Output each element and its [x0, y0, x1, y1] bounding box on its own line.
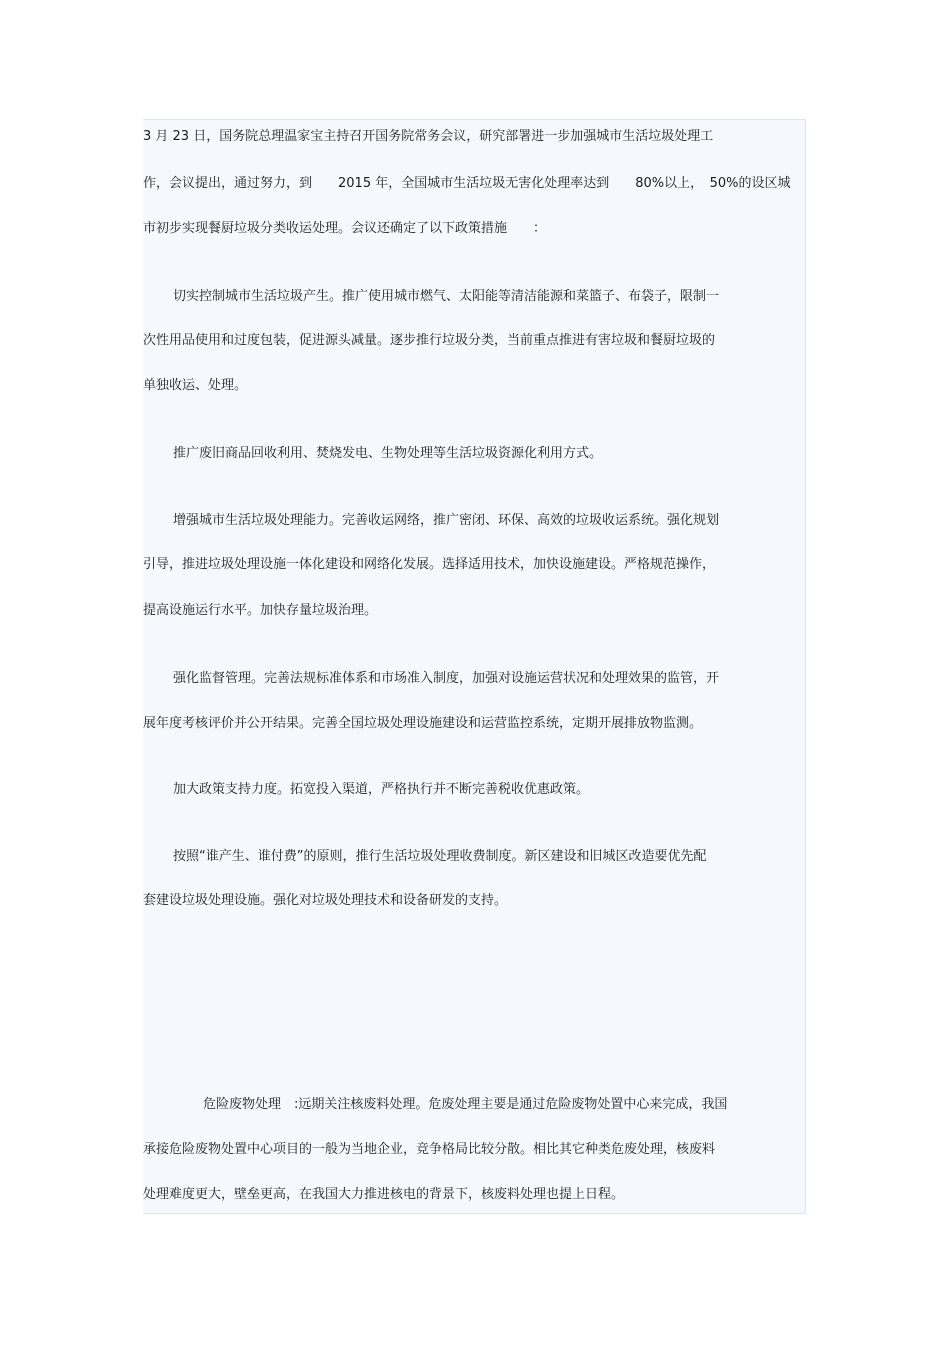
- paragraph-8-line-2: 承接危险废物处置中心项目的一般为当地企业，竞争格局比较分散。相比其它种类危废处理，核废料: [143, 1142, 716, 1157]
- paragraph-8-line-1: 危险废物处理 :远期关注核废料处理。危废处理主要是通过危险废物处置中心来完成，我国: [203, 1097, 728, 1112]
- paragraph-4-line-3: 提高设施运行水平。加快存量垃圾治理。: [143, 603, 378, 618]
- paragraph-5-line-2: 展年度考核评价并公开结果。完善全国垃圾处理设施建设和运营监控系统，定期开展排放物监测。: [143, 716, 703, 731]
- paragraph-1-line-3: 市初步实现餐厨垃圾分类收运处理。会议还确定了以下政策措施 ：: [143, 221, 547, 236]
- paragraph-5-line-1: 强化监督管理。完善法规标准体系和市场准入制度，加强对设施运营状况和处理效果的监管，开: [173, 671, 720, 686]
- paragraph-6-line-1: 加大政策支持力度。拓宽投入渠道，严格执行并不断完善税收优惠政策。: [173, 782, 590, 797]
- paragraph-2-line-3: 单独收运、处理。: [143, 378, 248, 393]
- document-body: [143, 119, 806, 1214]
- paragraph-1-line-2: 作，会议提出，通过努力，到 2015 年，全国城市生活垃圾无害化处理率达到 80%以上， 50%的设区城: [143, 176, 791, 191]
- paragraph-8-line-3: 处理难度更大，壁垒更高，在我国大力推进核电的背景下，核废料处理也提上日程。: [143, 1187, 625, 1202]
- paragraph-2-line-1: 切实控制城市生活垃圾产生。推广使用城市燃气、太阳能等清洁能源和菜篮子、布袋子，限制一: [173, 289, 720, 304]
- paragraph-3-line-1: 推广废旧商品回收利用、焚烧发电、生物处理等生活垃圾资源化利用方式。: [173, 446, 603, 461]
- paragraph-7-line-1: 按照“谁产生、谁付费”的原则，推行生活垃圾处理收费制度。新区建设和旧城区改造要优先配: [173, 849, 707, 864]
- paragraph-1-line-1: 3 月 23 日，国务院总理温家宝主持召开国务院常务会议，研究部署进一步加强城市生活垃圾处理工: [143, 129, 714, 144]
- paragraph-4-line-1: 增强城市生活垃圾处理能力。完善收运网络，推广密闭、环保、高效的垃圾收运系统。强化规划: [173, 513, 720, 528]
- paragraph-7-line-2: 套建设垃圾处理设施。强化对垃圾处理技术和设备研发的支持。: [143, 893, 508, 908]
- paragraph-4-line-2: 引导，推进垃圾处理设施一体化建设和网络化发展。选择适用技术，加快设施建设。严格规范操作，: [143, 557, 716, 572]
- paragraph-2-line-2: 次性用品使用和过度包装，促进源头减量。逐步推行垃圾分类，当前重点推进有害垃圾和餐厨垃圾的: [143, 333, 716, 348]
